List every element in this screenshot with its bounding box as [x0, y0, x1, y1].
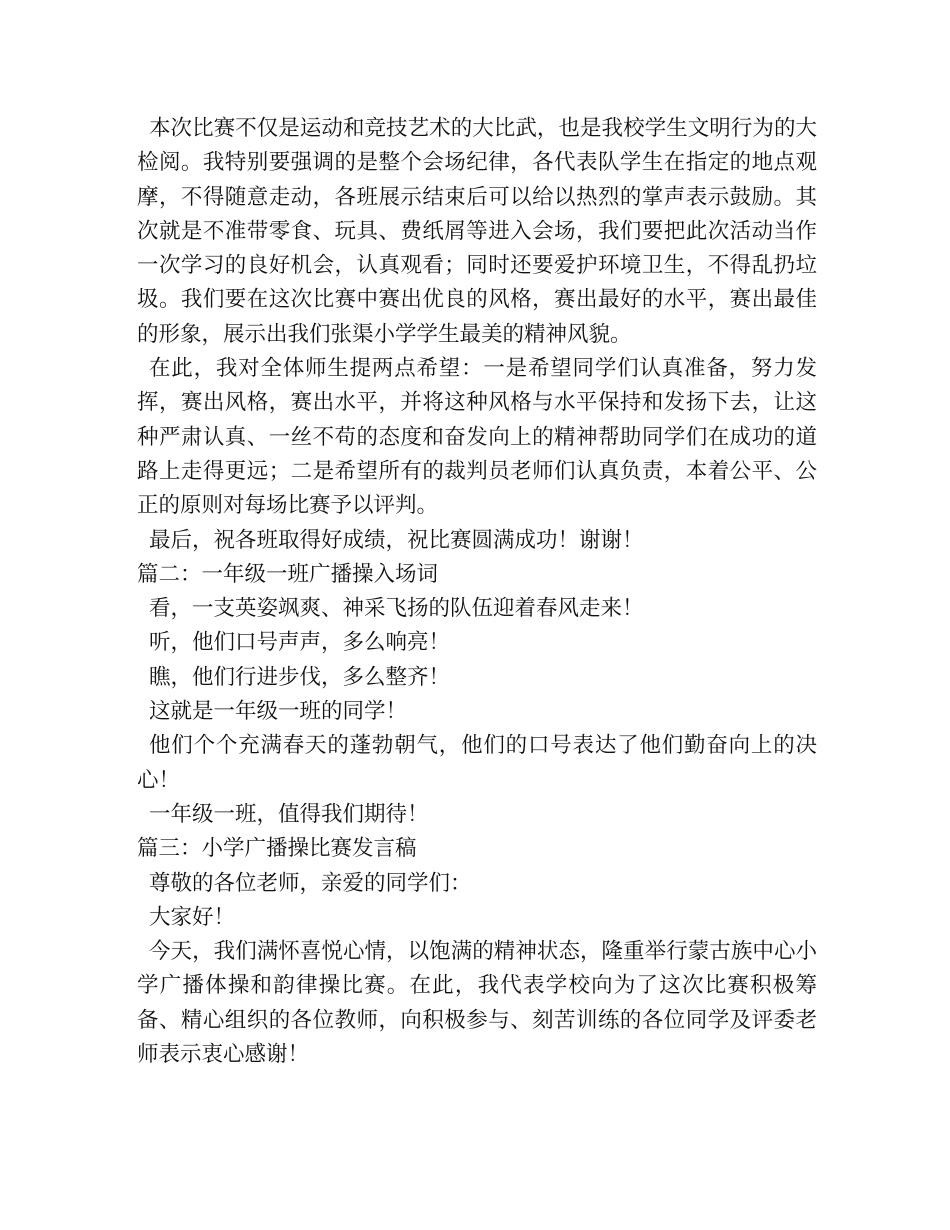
- paragraph-worth-expecting: 一年级一班，值得我们期待！: [149, 801, 429, 827]
- paragraph-see: 瞧，他们行进步伐，多么整齐！: [149, 664, 451, 690]
- paragraph-listen: 听，他们口号声声，多么响亮！: [149, 630, 451, 656]
- paragraph-today-competition: 今天，我们满怀喜悦心情，以饱满的精神状态，隆重举行蒙古族中心小学广播体操和韵律操比赛。在此，我代表学校向为了这次比赛积极筹备、精心组织的各位教师，向积极参与、刻苦训练的各位同学及评委老师表示衷心感谢！: [137, 939, 817, 1068]
- document-body: [137, 112, 817, 1072]
- paragraph-spring-vigor: 他们个个充满春天的蓬勃朝气，他们的口号表达了他们勤奋向上的决心！: [137, 733, 817, 793]
- section-heading-part-three: 篇三：小学广播操比赛发言稿: [137, 836, 417, 862]
- paragraph-this-is-class: 这就是一年级一班的同学！: [149, 699, 408, 725]
- paragraph-closing-wishes: 最后，祝各班取得好成绩，祝比赛圆满成功！谢谢！: [149, 527, 644, 553]
- paragraph-look: 看，一支英姿飒爽、神采飞扬的队伍迎着春风走来！: [149, 596, 644, 622]
- section-heading-part-two: 篇二：一年级一班广播操入场词: [137, 561, 439, 587]
- paragraph-two-hopes: 在此，我对全体师生提两点希望：一是希望同学们认真准备，努力发挥，赛出风格，赛出水平，并将这种风格与水平保持和发扬下去，让这种严肃认真、一丝不苟的态度和奋发向上的精神帮助同学们在成功的道路上走得更远；二是希望所有的裁判员老师们认真负责，本着公平、公正的原则对每场比赛予以评判。: [137, 356, 817, 519]
- paragraph-greeting: 大家好！: [149, 904, 236, 930]
- paragraph-discipline: 本次比赛不仅是运动和竞技艺术的大比武，也是我校学生文明行为的大检阅。我特别要强调的是整个会场纪律，各代表队学生在指定的地点观摩，不得随意走动，各班展示结束后可以给以热烈的掌声表示鼓励。其次就是不准带零食、玩具、费纸屑等进入会场，我们要把此次活动当作一次学习的良好机会，认真观看；同时还要爱护环境卫生，不得乱扔垃圾。我们要在这次比赛中赛出优良的风格，赛出最好的水平，赛出最佳的形象，展示出我们张渠小学学生最美的精神风貌。: [137, 116, 817, 347]
- paragraph-salutation: 尊敬的各位老师，亲爱的同学们：: [149, 870, 472, 896]
